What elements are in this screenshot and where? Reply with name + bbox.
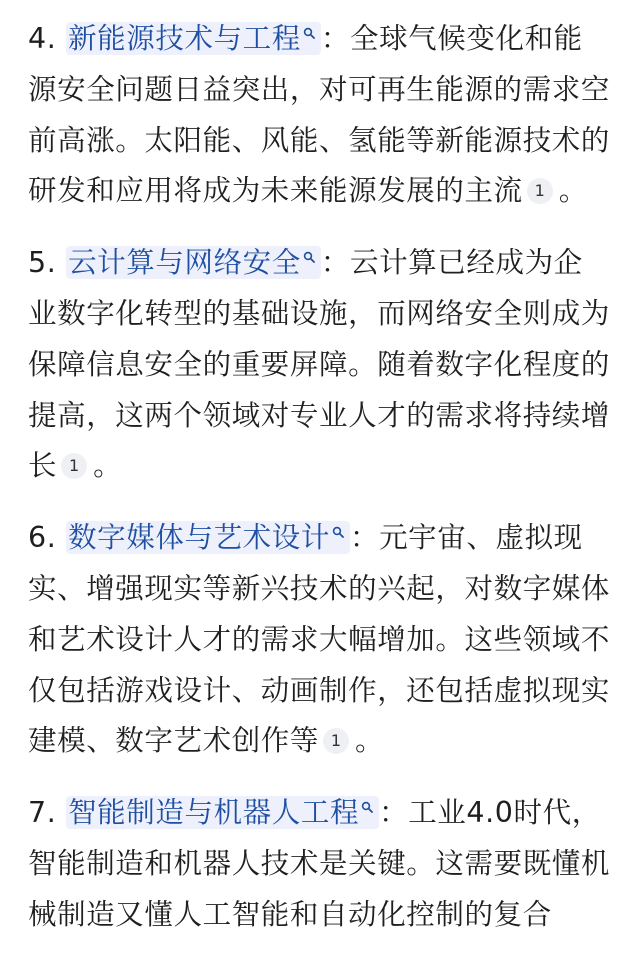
search-icon[interactable] [303,27,315,39]
item-number: 6. [28,521,67,555]
topic-link[interactable] [66,796,379,829]
list-item [28,238,610,492]
item-number: 5. [28,246,67,280]
topic-link[interactable] [66,246,321,279]
search-icon[interactable] [361,801,373,813]
list-item [28,788,610,940]
topic-link-label[interactable]: 云计算与网络安全 [68,246,301,280]
topic-link[interactable] [66,521,350,554]
citation-badge[interactable]: 1 [61,453,87,479]
list-item [28,14,610,217]
topic-link-label[interactable]: 新能源技术与工程 [68,22,301,55]
list-item [28,513,610,767]
item-body: 工业4.0时代，智能制造和机器人技术是关键。这需要既懂机械制造又懂人工智能和自动化控制的复合 [28,796,611,931]
item-body: 云计算已经成为企业数字化转型的基础设施，而网络安全则成为保障信息安全的重要屏障。随着数字化程度的提高，这两个领域对专业人才的需求将持续增长 [28,246,611,483]
item-end: 。 [355,724,385,758]
item-number: 4. [28,22,67,55]
item-end: 。 [558,174,588,208]
colon: ： [320,22,350,55]
search-icon[interactable] [332,526,344,538]
colon: ： [379,796,409,830]
citation-badge[interactable]: 1 [527,178,553,204]
colon: ： [349,521,380,555]
citation-badge[interactable]: 1 [323,728,349,754]
item-body: 全球气候变化和能源安全问题日益突出，对可再生能源的需求空前高涨。太阳能、风能、氢能等新能源技术的研发和应用将成为未来能源发展的主流 [28,22,611,208]
item-end: 。 [93,449,123,483]
item-number: 7. [28,796,67,830]
search-icon[interactable] [303,251,315,263]
topic-link[interactable] [66,22,321,55]
colon: ： [320,246,350,280]
item-body: 元宇宙、虚拟现实、增强现实等新兴技术的兴起，对数字媒体和艺术设计人才的需求大幅增加。这些领域不仅包括游戏设计、动画制作，还包括虚拟现实建模、数字艺术创作等 [28,521,611,758]
topic-link-label[interactable]: 智能制造与机器人工程 [68,796,360,830]
topic-link-label[interactable]: 数字媒体与艺术设计 [68,521,330,555]
